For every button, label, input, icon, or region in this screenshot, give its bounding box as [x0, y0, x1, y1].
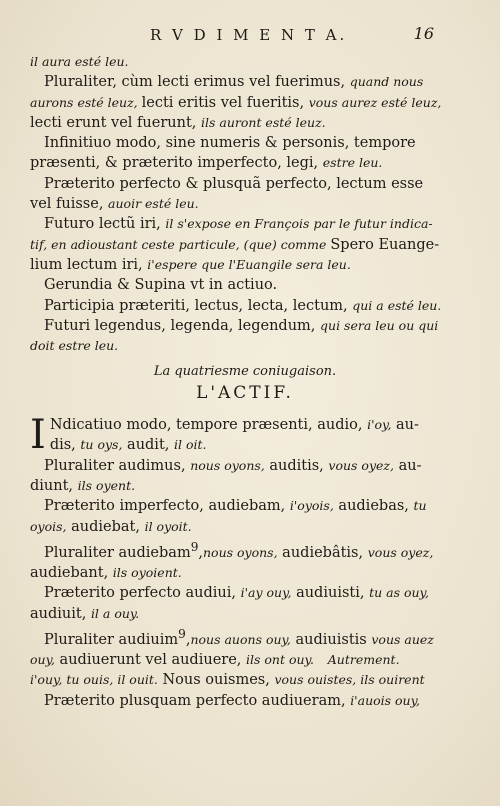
text-line: I Ndicatiuo modo, tempore præsenti, audio, i'oy, au- dis, tu oys, audit, il oit. [30, 412, 419, 459]
text-line: Participia præteriti, lectus, lecta, lectum, qui a esté leu. [44, 297, 442, 314]
text-line: i'ouy, tu ouis, il ouit. Nous ouismes, vous ouistes, ils ouirent [30, 672, 425, 689]
text-line: lecti erunt vel fuerunt, ils auront esté leuz. [30, 114, 326, 131]
text-line: Pluraliter audiuim$^9$,nous auons ouy, audiuistis vous auez [44, 626, 434, 648]
text-line: Futuri legendus, legenda, legendum, qui sera leu ou qui [44, 317, 439, 334]
text-line: Pluraliter audimus, nous oyons, auditis, vous oyez, au- [44, 457, 422, 474]
drop-cap: I [30, 412, 46, 459]
body-text [30, 52, 460, 711]
page-number: 16 [413, 24, 434, 43]
text-line: lium lectum iri, i'espere que l'Euangile sera leu. [30, 256, 351, 273]
text-line: diunt, ils oyent. [30, 477, 136, 494]
text-line: audiebant, ils oyoient. [30, 564, 182, 581]
text-line: vel fuisse, auoir esté leu. [30, 196, 199, 213]
text-line: ouy, audiuerunt vel audiuere, ils ont ouy. Autrement. [30, 651, 400, 668]
text-line: tif, en adioustant ceste particule, (que) comme Spero Euange- [30, 236, 440, 253]
text-line: Pluraliter, cùm lecti erimus vel fuerimus, quand nous [44, 74, 424, 91]
text-line: il aura esté leu. [30, 54, 129, 69]
text-line: Pluraliter audiebam$^9$,nous oyons, audiebâtis, vous oyez, [44, 539, 434, 561]
voice-heading: L'ACTIF. [196, 382, 294, 403]
running-title: R V D I M E N T A. [150, 26, 348, 44]
text-line: Infinitiuo modo, sine numeris & personis, tempore [44, 135, 416, 152]
text-line: audiuit, il a ouy. [30, 605, 140, 622]
text-line: Præterito imperfecto, audiebam, i'oyois, audiebas, tu [44, 498, 427, 515]
text-line: præsenti, & præterito imperfecto, legi, estre leu. [30, 155, 383, 172]
text-line: aurons esté leuz, lecti eritis vel fueritis, vous aurez esté leuz, [30, 94, 442, 111]
conjugation-heading: La quatriesme coniugaison. [153, 364, 337, 380]
text-line: Gerundia & Supina vt in actiuo. [44, 277, 278, 294]
text-line: Præterito perfecto audiui, i'ay ouy, audiuisti, tu as ouy, [44, 585, 429, 602]
text-line: oyois, audiebat, il oyoit. [30, 518, 192, 535]
text-line: Futuro lectũ iri, il s'expose en François par le futur indica- [44, 216, 433, 233]
text-line: doit estre leu. [30, 338, 119, 354]
text-line: Præterito plusquam perfecto audiueram, i'auois ouy, [44, 692, 420, 709]
text-line: Præterito perfecto & plusquã perfecto, lectum esse [44, 175, 424, 192]
